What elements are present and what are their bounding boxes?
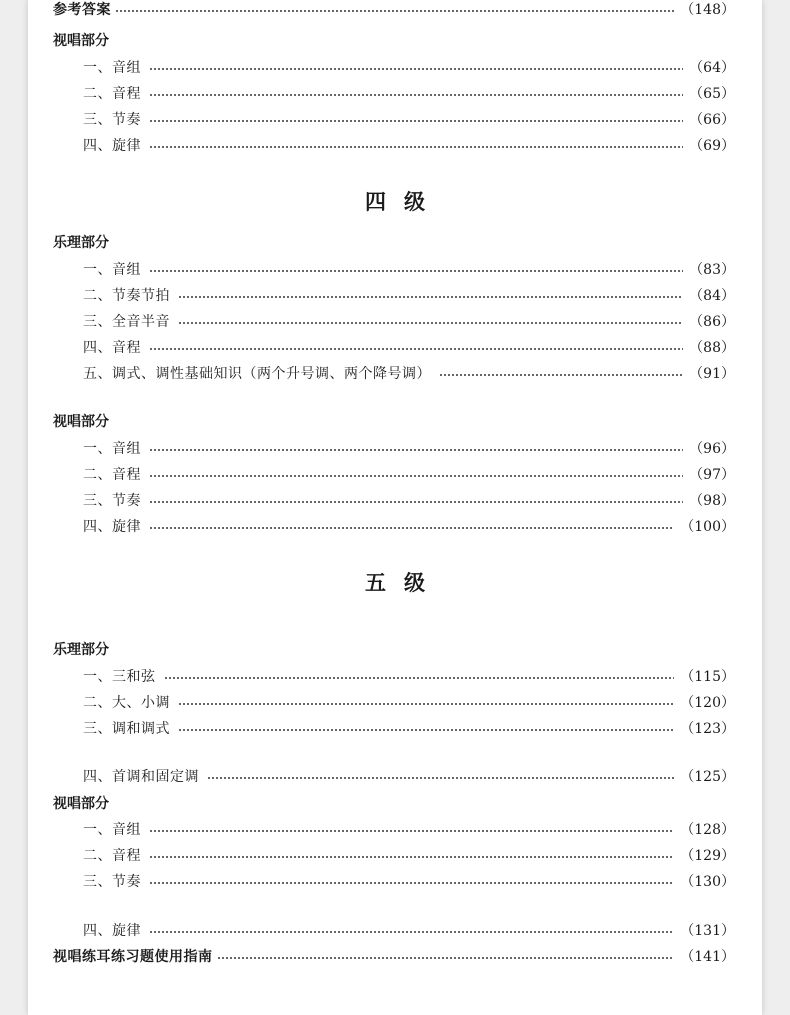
section-label: 视唱部分 <box>53 414 109 430</box>
entry-title: 三、节奏 <box>83 112 141 128</box>
entry-title: 五、调式、调性基础知识（两个升号调、两个降号调） <box>83 366 431 382</box>
dot-leader <box>207 777 674 779</box>
page-number: （69） <box>689 138 735 154</box>
section-label: 乐理部分 <box>53 642 109 658</box>
page-number: （65） <box>689 86 735 102</box>
toc-entry[interactable] <box>83 110 735 130</box>
entry-title: 二、大、小调 <box>83 695 170 711</box>
dot-leader <box>149 348 683 350</box>
toc-page <box>28 0 762 1015</box>
toc-entry[interactable] <box>83 312 735 332</box>
page-number: （97） <box>689 467 735 483</box>
page-number: （84） <box>689 288 735 304</box>
toc-entry[interactable] <box>83 364 735 384</box>
dot-leader <box>149 94 683 96</box>
entry-title: 一、音组 <box>83 60 141 76</box>
entry-title: 一、音组 <box>83 262 141 278</box>
dot-leader <box>149 270 683 272</box>
section-label: 视唱部分 <box>53 796 109 812</box>
toc-entry[interactable] <box>83 338 735 358</box>
entry-title: 视唱练耳练习题使用指南 <box>53 949 213 965</box>
toc-entry[interactable] <box>83 767 735 787</box>
dot-leader <box>149 501 683 503</box>
page-number: （115） <box>680 669 735 685</box>
toc-entry[interactable] <box>83 921 735 941</box>
page-number: （100） <box>680 519 735 535</box>
dot-leader <box>149 527 674 529</box>
page-number: （88） <box>689 340 735 356</box>
entry-title: 四、旋律 <box>83 138 141 154</box>
dot-leader <box>149 856 674 858</box>
dot-leader <box>149 449 683 451</box>
dot-leader <box>178 729 674 731</box>
toc-entry[interactable] <box>83 846 735 866</box>
entry-title: 二、音程 <box>83 467 141 483</box>
toc-entry[interactable] <box>83 517 735 537</box>
level-title: 四级 <box>365 190 443 214</box>
dot-leader <box>149 146 683 148</box>
page-number: （141） <box>680 949 735 965</box>
page-number: （125） <box>680 769 735 785</box>
toc-entry[interactable] <box>83 820 735 840</box>
section-label: 视唱部分 <box>53 33 109 49</box>
dot-leader <box>149 882 674 884</box>
dot-leader <box>149 830 674 832</box>
page-number: （131） <box>680 923 735 939</box>
entry-title: 四、旋律 <box>83 923 141 939</box>
entry-title: 一、三和弦 <box>83 669 156 685</box>
dot-leader <box>439 374 683 376</box>
page-number: （96） <box>689 441 735 457</box>
entry-title: 三、调和调式 <box>83 721 170 737</box>
entry-title: 三、节奏 <box>83 874 141 890</box>
entry-title: 二、音程 <box>83 848 141 864</box>
entry-title: 三、全音半音 <box>83 314 170 330</box>
dot-leader <box>178 322 683 324</box>
page-number: （98） <box>689 493 735 509</box>
dot-leader <box>149 475 683 477</box>
toc-entry[interactable] <box>83 719 735 739</box>
dot-leader <box>178 703 674 705</box>
entry-title: 二、节奏节拍 <box>83 288 170 304</box>
toc-entry[interactable] <box>83 491 735 511</box>
page-number: （86） <box>689 314 735 330</box>
dot-leader <box>164 677 675 679</box>
page-number: （148） <box>680 2 735 18</box>
toc-entry[interactable] <box>83 84 735 104</box>
toc-entry[interactable] <box>83 136 735 156</box>
toc-entry[interactable] <box>83 260 735 280</box>
page-number: （123） <box>680 721 735 737</box>
dot-leader <box>149 68 683 70</box>
toc-top-entry[interactable] <box>53 0 735 20</box>
dot-leader <box>217 957 675 959</box>
page-number: （120） <box>680 695 735 711</box>
toc-entry[interactable] <box>83 872 735 892</box>
toc-entry[interactable] <box>83 667 735 687</box>
toc-entry[interactable] <box>83 286 735 306</box>
page-number: （129） <box>680 848 735 864</box>
page-number: （128） <box>680 822 735 838</box>
dot-leader <box>178 296 683 298</box>
entry-title: 四、旋律 <box>83 519 141 535</box>
entry-title: 一、音组 <box>83 822 141 838</box>
toc-entry[interactable] <box>83 465 735 485</box>
toc-entry[interactable] <box>83 693 735 713</box>
dot-leader <box>115 10 674 12</box>
page-number: （83） <box>689 262 735 278</box>
dot-leader <box>149 120 683 122</box>
dot-leader <box>149 931 674 933</box>
page-number: （91） <box>689 366 735 382</box>
toc-entry[interactable] <box>83 58 735 78</box>
entry-title: 参考答案 <box>53 2 111 18</box>
page-number: （130） <box>680 874 735 890</box>
entry-title: 二、音程 <box>83 86 141 102</box>
page-number: （64） <box>689 60 735 76</box>
entry-title: 一、音组 <box>83 441 141 457</box>
entry-title: 四、音程 <box>83 340 141 356</box>
toc-entry[interactable] <box>83 439 735 459</box>
toc-top-entry[interactable] <box>53 947 735 967</box>
section-label: 乐理部分 <box>53 235 109 251</box>
entry-title: 四、首调和固定调 <box>83 769 199 785</box>
page-number: （66） <box>689 112 735 128</box>
level-title: 五级 <box>365 571 443 595</box>
entry-title: 三、节奏 <box>83 493 141 509</box>
